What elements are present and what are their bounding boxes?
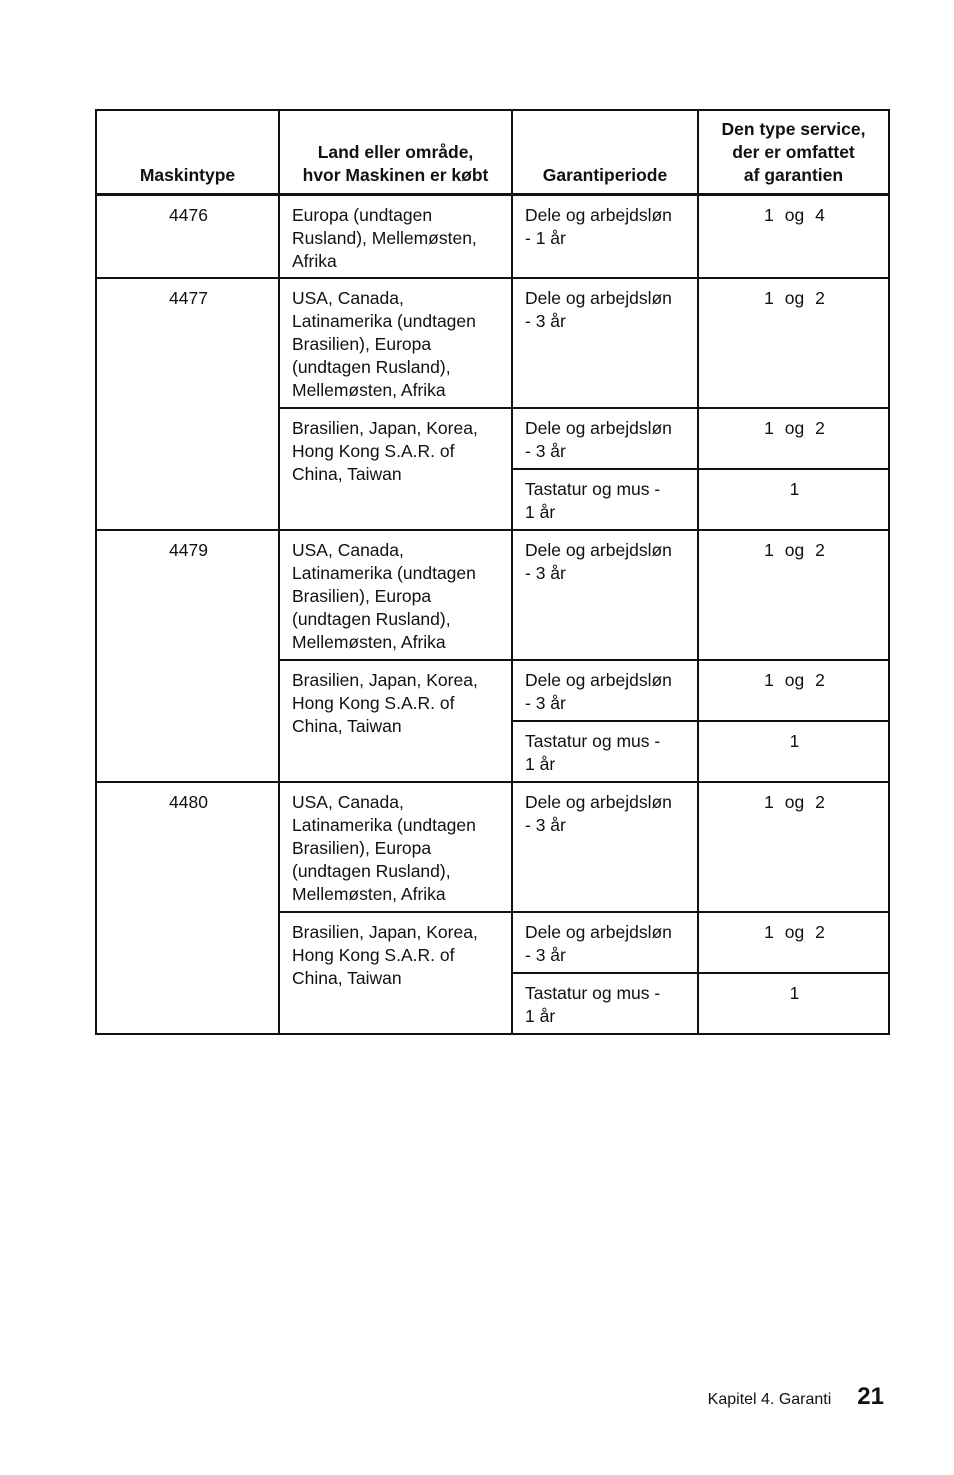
warranty-period-cell: Tastatur og mus - 1 år xyxy=(512,973,698,1034)
table-row xyxy=(96,194,889,278)
machine-type-cell: 4480 xyxy=(96,782,279,1034)
machine-type-cell: 4476 xyxy=(96,194,279,278)
service-type-cell: 1 xyxy=(698,469,889,530)
warranty-period-cell: Dele og arbejdsløn - 3 år xyxy=(512,408,698,469)
service-type-cell: 1 og 4 xyxy=(698,194,889,278)
page-number: 21 xyxy=(857,1383,884,1410)
warranty-period-cell: Tastatur og mus - 1 år xyxy=(512,469,698,530)
region-cell: Brasilien, Japan, Korea, Hong Kong S.A.R. of China, Taiwan xyxy=(279,912,512,1034)
warranty-period-cell: Dele og arbejdsløn - 3 år xyxy=(512,660,698,721)
service-type-cell: 1 og 2 xyxy=(698,530,889,660)
service-type-cell: 1 og 2 xyxy=(698,660,889,721)
chapter-label: Kapitel 4. Garanti xyxy=(707,1391,832,1408)
header-region: Land eller område, hvor Maskinen er købt xyxy=(279,110,512,194)
region-cell: Brasilien, Japan, Korea, Hong Kong S.A.R. of China, Taiwan xyxy=(279,660,512,782)
warranty-period-cell: Dele og arbejdsløn - 3 år xyxy=(512,530,698,660)
machine-type-cell: 4477 xyxy=(96,278,279,530)
region-cell: USA, Canada, Latinamerika (undtagen Brasilien), Europa (undtagen Rusland), Mellemøsten, Afrika xyxy=(279,530,512,660)
warranty-period-cell: Tastatur og mus - 1 år xyxy=(512,721,698,782)
service-type-cell: 1 xyxy=(698,721,889,782)
header-row xyxy=(96,110,889,194)
header-service-type: Den type service, der er omfattet af garantien xyxy=(698,110,889,194)
region-cell: Europa (undtagen Rusland), Mellemøsten, Afrika xyxy=(279,194,512,278)
page-footer xyxy=(708,1383,884,1411)
warranty-period-cell: Dele og arbejdsløn - 3 år xyxy=(512,912,698,973)
service-type-cell: 1 og 2 xyxy=(698,912,889,973)
region-cell: USA, Canada, Latinamerika (undtagen Brasilien), Europa (undtagen Rusland), Mellemøsten, Afrika xyxy=(279,278,512,408)
service-type-cell: 1 og 2 xyxy=(698,408,889,469)
service-type-cell: 1 og 2 xyxy=(698,782,889,912)
warranty-period-cell: Dele og arbejdsløn - 3 år xyxy=(512,782,698,912)
region-cell: USA, Canada, Latinamerika (undtagen Brasilien), Europa (undtagen Rusland), Mellemøsten, Afrika xyxy=(279,782,512,912)
table-row xyxy=(96,278,889,408)
service-type-cell: 1 xyxy=(698,973,889,1034)
header-machine-type: Maskintype xyxy=(96,110,279,194)
table-row xyxy=(96,530,889,660)
warranty-period-cell: Dele og arbejdsløn - 1 år xyxy=(512,194,698,278)
header-warranty-period: Garantiperiode xyxy=(512,110,698,194)
warranty-table xyxy=(95,109,890,1035)
region-cell: Brasilien, Japan, Korea, Hong Kong S.A.R. of China, Taiwan xyxy=(279,408,512,530)
machine-type-cell: 4479 xyxy=(96,530,279,782)
table-row xyxy=(96,782,889,912)
service-type-cell: 1 og 2 xyxy=(698,278,889,408)
warranty-period-cell: Dele og arbejdsløn - 3 år xyxy=(512,278,698,408)
